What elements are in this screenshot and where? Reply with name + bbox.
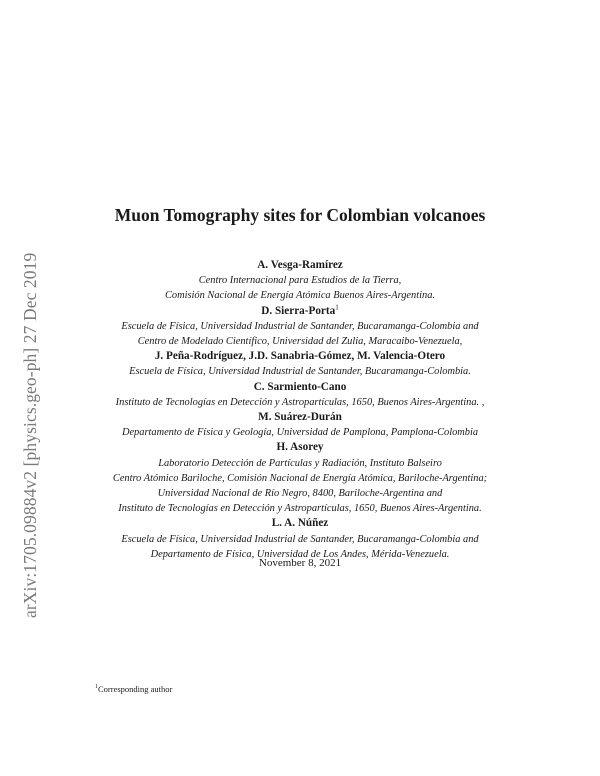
author-affiliation: Centro Internacional para Estudios de la Tierra, [198, 275, 402, 287]
footnote-marker[interactable]: 1 [335, 302, 339, 311]
author-affiliation: Comisión Nacional de Energía Atómica Buenos Aires-Argentina. [164, 290, 436, 302]
paper-title: Muon Tomography sites for Colombian volcanoes [114, 205, 486, 225]
publication-date: November 8, 2021 [258, 557, 342, 569]
author-name: L. A. Núñez [271, 517, 329, 530]
author-affiliation: Instituto de Tecnologías en Detección y Astropartículas, 1650, Buenos Aires-Argentina. , [115, 396, 485, 408]
author-affiliation: Departamento de Física y Geología, Universidad de Pamplona, Pamplona-Colombia [121, 427, 479, 439]
author-affiliation: Universidad Nacional de Río Negro, 8400, Bariloche-Argentina and [157, 488, 443, 500]
author-affiliation: Escuela de Física, Universidad Industrial de Santander, Bucaramanga-Colombia and [121, 533, 479, 545]
arxiv-identifier-stamp: arXiv:1705.09884v2 [physics.geo-ph] 27 Dec 2019 [20, 252, 40, 618]
author-name: H. Asorey [276, 441, 324, 454]
author-name: C. Sarmiento-Cano [253, 380, 347, 393]
author-name: D. Sierra-Porta [261, 304, 336, 317]
author-block [0, 258, 600, 562]
footnote-text: Corresponding author [98, 684, 173, 694]
author-name: M. Suárez-Durán [258, 411, 342, 424]
footnote-marker: 1 [95, 684, 98, 691]
author-name-with-footnote [0, 304, 600, 319]
author-name: A. Vesga-Ramírez [257, 259, 343, 271]
author-affiliation: Laboratorio Detección de Partículas y Radiación, Instituto Balseiro [158, 457, 442, 469]
author-affiliation: Departamento de Física, Universidad de Los Andes, Mérida-Venezuela. [150, 548, 450, 560]
author-affiliation: Centro Atómico Bariloche, Comisión Nacional de Energía Atómica, Bariloche-Argentina; [112, 472, 488, 484]
footnote [95, 684, 172, 694]
author-affiliation: Escuela de Física, Universidad Industrial de Santander, Bucaramanga-Colombia and [121, 320, 479, 332]
author-affiliation: Escuela de Física, Universidad Industrial de Santander, Bucaramanga-Colombia. [129, 366, 471, 378]
author-name: J. Peña-Rodríguez, J.D. Sanabria-Gómez, M. Valencia-Otero [154, 350, 446, 363]
author-affiliation: Centro de Modelado Científico, Universidad del Zulia, Maracaibo-Venezuela, [137, 336, 463, 348]
author-affiliation: Instituto de Tecnologías en Detección y Astropartículas, 1650, Buenos Aires-Argentina. [118, 503, 482, 515]
